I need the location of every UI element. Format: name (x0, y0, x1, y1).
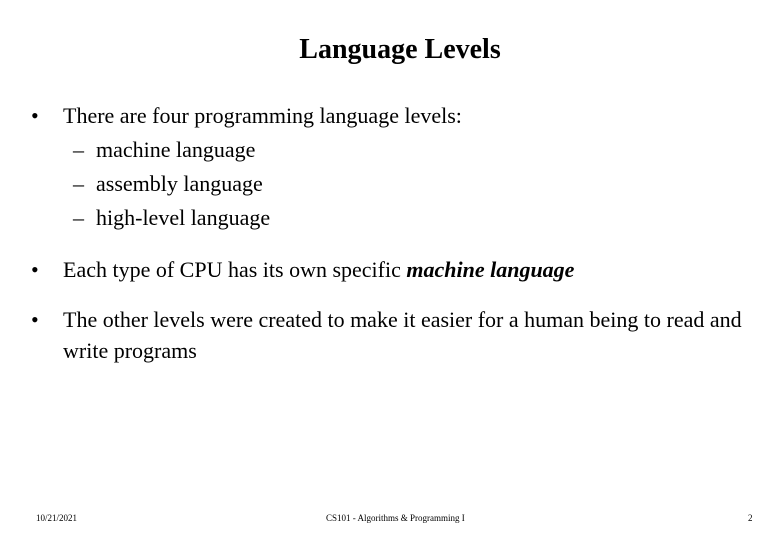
sub-bullet-marker: – (73, 137, 84, 162)
bullet-text: The other levels were created to make it easier for a human being to read and write programs (63, 307, 742, 363)
sub-bullet-text: high-level language (96, 205, 271, 230)
bullet-text-emphasis: machine language (406, 257, 575, 282)
bullet-marker: • (31, 103, 39, 128)
bullet-marker: • (31, 307, 39, 332)
slide-title: Language Levels (299, 34, 501, 65)
footer-page-number: 2 (748, 513, 753, 523)
bullet-text: There are four programming language levels: (63, 103, 462, 128)
sub-bullet-text: machine language (96, 137, 256, 162)
bullet-text (63, 254, 574, 285)
sub-bullet-marker: – (73, 171, 84, 196)
bullet-text-plain: Each type of CPU has its own specific (63, 257, 407, 282)
footer-date: 10/21/2021 (36, 513, 78, 523)
sub-bullet-marker: – (73, 205, 84, 230)
bullet-marker: • (31, 257, 39, 282)
footer-course-title: CS101 - Algorithms & Programming I (326, 513, 465, 523)
sub-bullet-text: assembly language (96, 171, 263, 196)
